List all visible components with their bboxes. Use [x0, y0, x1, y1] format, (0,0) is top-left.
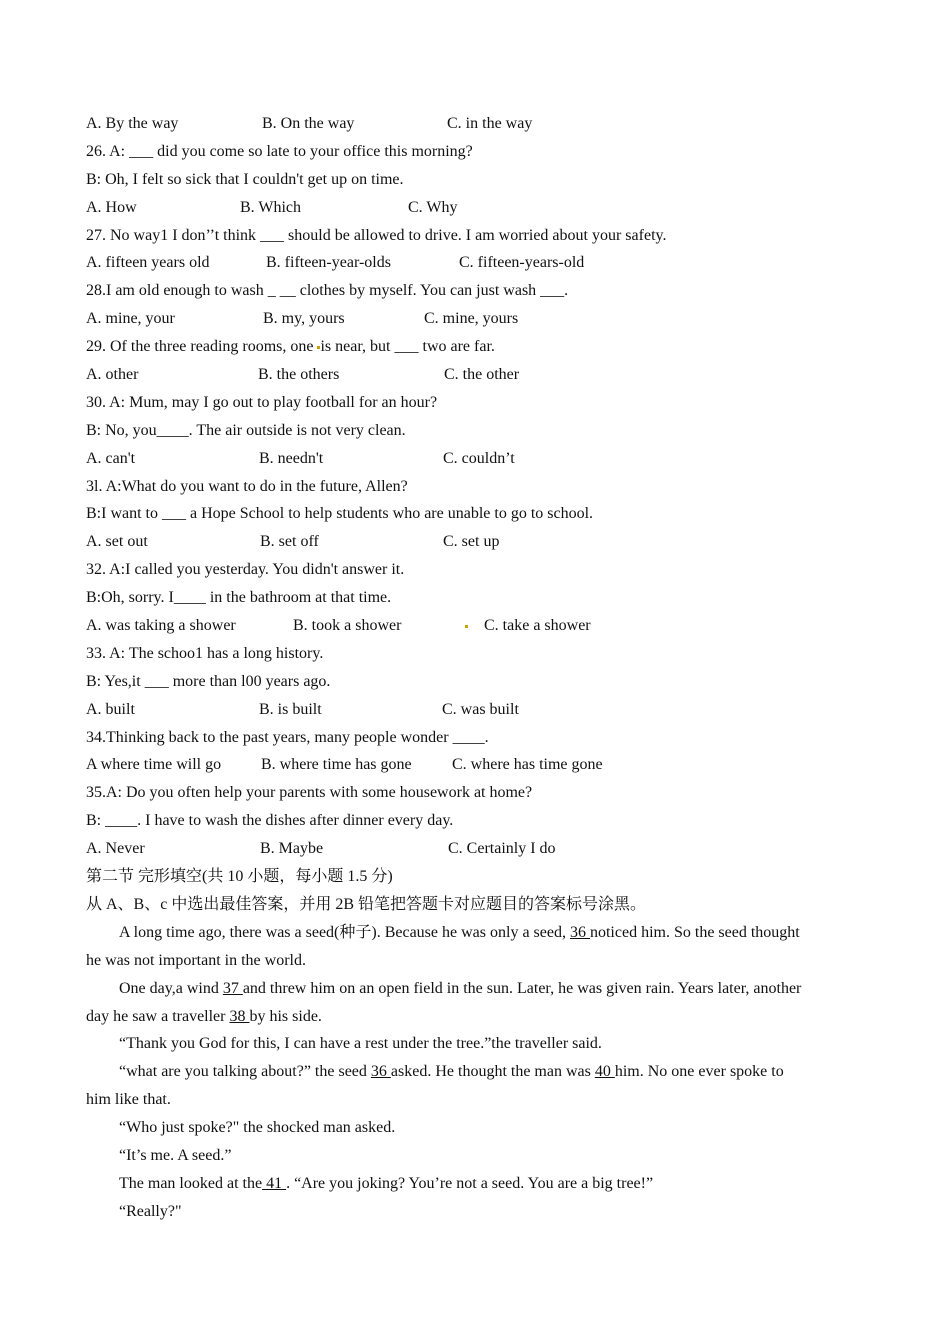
passage-text: . “Are you joking? You’re not a seed. You are a big tree!” — [286, 1174, 654, 1192]
passage-line: “Thank you God for this, I can have a rest under the tree.”the traveller said. — [119, 1035, 602, 1053]
q26-option-c: C. Why — [408, 198, 458, 216]
q34-options — [86, 751, 876, 779]
speck-mark — [465, 625, 468, 628]
q33-options — [86, 696, 876, 724]
q29-stem-start: 29. Of the three reading rooms, one — [86, 338, 318, 356]
q31-reply: B:I want to ___ a Hope School to help students who are unable to go to school. — [86, 505, 594, 523]
q28-options — [86, 305, 876, 333]
passage-line — [86, 975, 876, 1003]
section-heading: 第二节 完形填空(共 10 小题，每小题 1.5 分) — [86, 868, 393, 886]
blank-36: 36 — [569, 923, 590, 941]
q32-option-a: A. was taking a shower — [86, 617, 236, 635]
q26-option-b: B. Which — [240, 198, 302, 216]
passage-text: “what are you talking about?” the seed — [119, 1063, 371, 1081]
q31-option-b: B. set off — [260, 533, 319, 551]
q30-option-a: A. can't — [86, 449, 136, 467]
passage-line: “Who just spoke?" the shocked man asked. — [119, 1119, 396, 1137]
q34-stem: 34.Thinking back to the past years, many people wonder ____. — [86, 728, 489, 746]
passage-text: noticed him. So the seed thought — [589, 923, 800, 941]
q29-option-a: A. other — [86, 366, 139, 384]
q25-option-c: C. in the way — [447, 115, 533, 132]
q35-option-b: B. Maybe — [260, 840, 324, 858]
q33-option-a: A. built — [86, 700, 135, 718]
q28-stem: 28.I am old enough to wash _ __ clothes by myself. You can just wash ___. — [86, 282, 569, 300]
q30-option-c: C. couldn’t — [443, 449, 515, 467]
q35-options — [86, 835, 876, 863]
q26-options — [86, 194, 876, 222]
q33-option-b: B. is built — [259, 700, 322, 718]
q28-option-b: B. my, yours — [263, 310, 345, 328]
blank-37: 37 — [222, 979, 243, 997]
q26-reply: B: Oh, I felt so sick that I couldn't get up on time. — [86, 170, 404, 188]
passage-text: by his side. — [249, 1007, 322, 1025]
q33-reply: B: Yes,it ___ more than l00 years ago. — [86, 672, 331, 690]
blank-38: 38 — [229, 1007, 250, 1025]
q27-option-a: A. fifteen years old — [86, 254, 210, 272]
passage-text: One day,a wind — [119, 979, 223, 997]
passage-text: The man looked at the — [119, 1174, 263, 1192]
passage-line — [86, 1170, 876, 1198]
q25-option-a: A. By the way — [86, 115, 179, 132]
q32-stem: 32. A:I called you yesterday. You didn't answer it. — [86, 561, 405, 579]
passage-text: asked. He thought the man was — [390, 1063, 595, 1081]
q26-option-a: A. How — [86, 198, 137, 216]
q28-option-c: C. mine, yours — [424, 310, 519, 328]
q29-option-b: B. the others — [258, 366, 340, 384]
q31-options — [86, 528, 876, 556]
passage-line: him like that. — [86, 1091, 171, 1109]
q32-reply: B:Oh, sorry. I____ in the bathroom at that time. — [86, 589, 392, 607]
passage-text: and threw him on an open field in the sun. Later, he was given rain. Years later, another — [242, 979, 802, 997]
q32-option-c: C. take a shower — [484, 617, 591, 635]
q27-option-b: B. fifteen-year-olds — [266, 254, 391, 272]
q28-option-a: A. mine, your — [86, 310, 175, 328]
section-instruction: 从 A、B、c 中选出最佳答案，并用 2B 铅笔把答题卡对应题目的答案标号涂黑。 — [86, 895, 647, 913]
q35-option-c: C. Certainly I do — [448, 840, 556, 858]
document-content — [86, 110, 876, 1226]
q29-stem — [86, 333, 876, 361]
q29-stem-end: is near, but ___ two are far. — [320, 338, 495, 356]
q34-option-c: C. where has time gone — [452, 756, 603, 774]
q32-option-b: B. took a shower — [293, 617, 402, 635]
q33-option-c: C. was built — [442, 700, 519, 718]
q35-reply: B: ____. I have to wash the dishes after dinner every day. — [86, 812, 454, 830]
passage-text: A long time ago, there was a seed(种子). Because he was only a seed, — [119, 923, 570, 941]
passage-text: him. No one ever spoke to — [614, 1063, 784, 1081]
passage-line — [86, 1003, 876, 1031]
blank-41: 41 — [262, 1174, 287, 1192]
q25-options — [86, 110, 876, 138]
passage-text: day he saw a traveller — [86, 1007, 230, 1025]
q30-stem: 30. A: Mum, may I go out to play football for an hour? — [86, 393, 438, 411]
passage-line — [86, 919, 876, 947]
q29-options — [86, 361, 876, 389]
passage-line: “Really?" — [119, 1202, 182, 1220]
q27-options — [86, 249, 876, 277]
q31-option-a: A. set out — [86, 533, 148, 551]
q30-reply: B: No, you____. The air outside is not very clean. — [86, 421, 406, 439]
q27-stem: 27. No way1 I don’’t think ___ should be allowed to drive. I am worried about your safety. — [86, 226, 667, 244]
q27-option-c: C. fifteen-years-old — [459, 254, 585, 272]
q31-option-c: C. set up — [443, 533, 500, 551]
q34-option-b: B. where time has gone — [261, 756, 412, 774]
q26-stem: 26. A: ___ did you come so late to your office this morning? — [86, 142, 473, 160]
q35-option-a: A. Never — [86, 840, 145, 858]
blank-39: 36 — [370, 1063, 391, 1081]
passage-line: he was not important in the world. — [86, 951, 306, 969]
passage-line — [86, 1058, 876, 1086]
q33-stem: 33. A: The schoo1 has a long history. — [86, 644, 324, 662]
q35-stem: 35.A: Do you often help your parents with some housework at home? — [86, 784, 533, 802]
q32-options — [86, 612, 876, 640]
q30-option-b: B. needn't — [259, 449, 324, 467]
passage-line: “It’s me. A seed.” — [119, 1146, 232, 1164]
q31-stem: 3l. A:What do you want to do in the future, Allen? — [86, 477, 408, 495]
q25-option-b: B. On the way — [262, 115, 355, 132]
q30-options — [86, 445, 876, 473]
blank-40: 40 — [594, 1063, 615, 1081]
q34-option-a: A where time will go — [86, 756, 222, 774]
q29-option-c: C. the other — [444, 366, 520, 384]
